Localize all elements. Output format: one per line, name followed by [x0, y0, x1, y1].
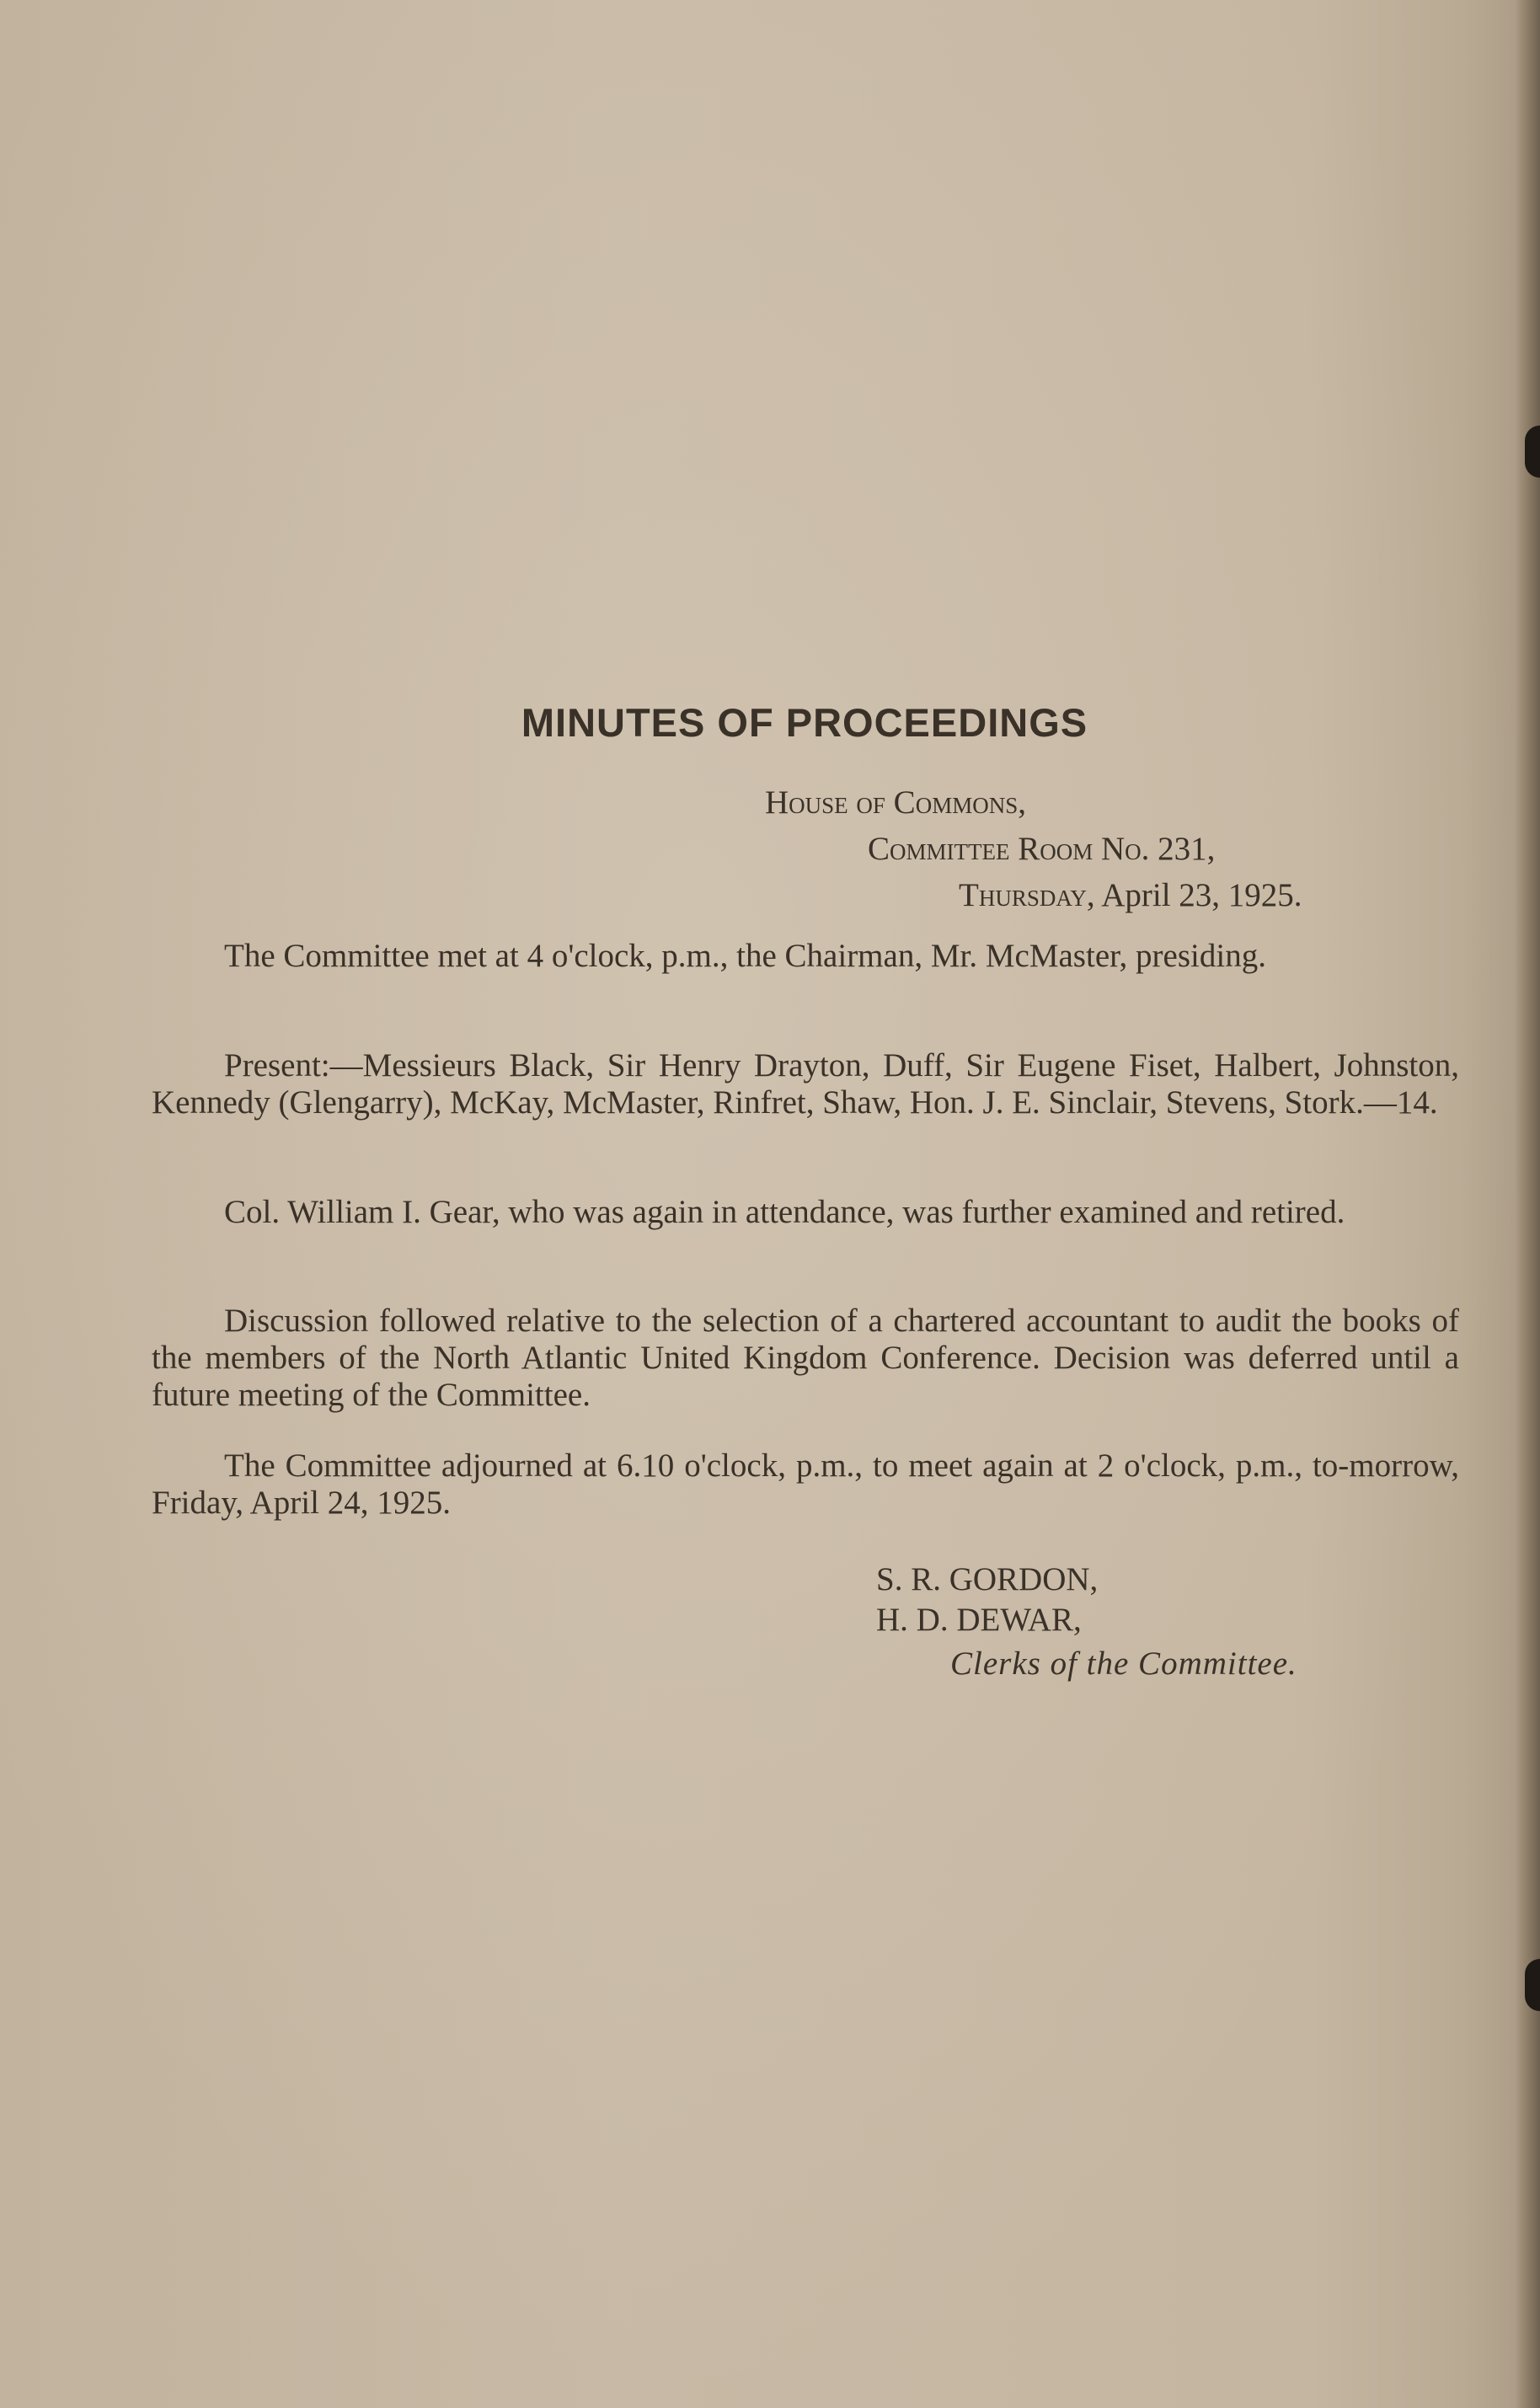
page-edge — [1515, 0, 1540, 2408]
paragraph-discussion: Discussion followed relative to the selection of a chartered accountant to audit the books of the members of the North Atlantic United Kingdom Conference. Decision was deferred until a future meeting of the Committee. — [152, 1303, 1459, 1413]
address-date: April 23, 1925. — [1094, 877, 1302, 913]
binding-hole-bottom — [1525, 1959, 1540, 2011]
address-line-room: Committee Room No. 231, — [868, 831, 1216, 867]
paragraph-adjournment: The Committee adjourned at 6.10 o'clock, p.m., to meet again at 2 o'clock, p.m., to-morrow, Friday, April 24, 1925. — [152, 1447, 1459, 1521]
paragraph-present: Present:—Messieurs Black, Sir Henry Drayton, Duff, Sir Eugene Fiset, Halbert, Johnston, Kennedy (Glengarry), McKay, McMaster, Rinfret, Shaw, Hon. J. E. Sinclair, Stevens, Stork.—14. — [152, 1047, 1459, 1121]
address-line-date — [959, 876, 1302, 914]
address-line-house: House of Commons, — [765, 784, 1026, 821]
binding-hole-top — [1525, 425, 1540, 478]
signature-dewar: H. D. DEWAR, — [876, 1602, 1082, 1638]
signature-title: Clerks of the Committee. — [950, 1645, 1297, 1682]
paragraph-witness: Col. William I. Gear, who was again in attendance, was further examined and retired. — [224, 1194, 1345, 1230]
address-day: Thursday, — [959, 877, 1095, 913]
paragraph-meeting: The Committee met at 4 o'clock, p.m., the Chairman, Mr. McMaster, presiding. — [224, 938, 1266, 974]
page-title: MINUTES OF PROCEEDINGS — [521, 700, 1088, 745]
signature-gordon: S. R. GORDON, — [876, 1561, 1099, 1597]
